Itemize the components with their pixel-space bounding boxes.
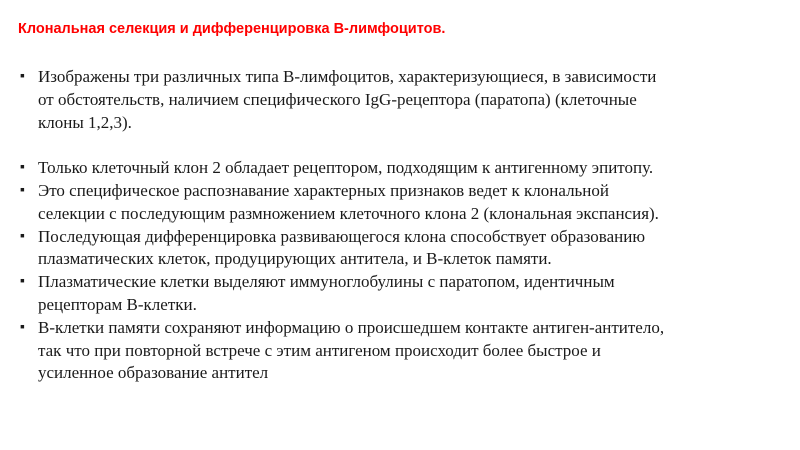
bullet-text-line: Последующая дифференцировка развивающегося клона способствует образованию [38, 226, 646, 246]
bullet-icon: ▪ [20, 319, 25, 335]
slide-title: Клональная селекция и дифференцировка B-лимфоцитов. [18, 21, 446, 37]
bullet-text-line: B-клетки памяти сохраняют информацию о происшедшем контакте антиген-антитело, [38, 317, 665, 337]
bullet-text-line: от обстоятельств, наличием специфического IgG-рецептора (паратопа) (клеточные [38, 89, 637, 109]
bullet-icon: ▪ [20, 228, 25, 244]
bullet-item [20, 180, 790, 226]
bullet-text-line: клоны 1,2,3). [38, 112, 132, 132]
bullet-icon: ▪ [20, 274, 25, 290]
bullet-text-line: Только клеточный клон 2 обладает рецептором, подходящим к антигенному эпитопу. [38, 158, 654, 178]
bullet-text-line: так что при повторной встрече с этим антигеном происходит более быстрое и [38, 340, 601, 360]
bullet-item [20, 66, 790, 134]
bullet-text-line: плазматических клеток, продуцирующих антитела, и B-клеток памяти. [38, 249, 552, 269]
bullet-icon: ▪ [20, 182, 25, 198]
bullet-text-line: селекции с последующим размножением клеточного клона 2 (клональная экспансия). [38, 203, 659, 223]
bullet-text-line: Изображены три различных типа B-лимфоцитов, характеризующиеся, в зависимости [38, 67, 657, 86]
bullet-text-line: Плазматические клетки выделяют иммуноглобулины с паратопом, идентичным [38, 272, 615, 292]
bullet-text-line: Это специфическое распознавание характерных признаков ведет к клональной [38, 180, 609, 200]
bullet-item [20, 226, 790, 272]
bullet-item [20, 317, 790, 385]
bullet-text-line: усиленное образование антител [38, 363, 269, 383]
paragraph-spacer [20, 134, 790, 157]
bullet-item [20, 157, 790, 180]
bullet-icon: ▪ [20, 160, 25, 176]
bullet-text-line: рецепторам B-клетки. [38, 294, 197, 314]
bullet-item [20, 271, 790, 317]
bullet-list [20, 66, 790, 385]
bullet-icon: ▪ [20, 69, 25, 84]
